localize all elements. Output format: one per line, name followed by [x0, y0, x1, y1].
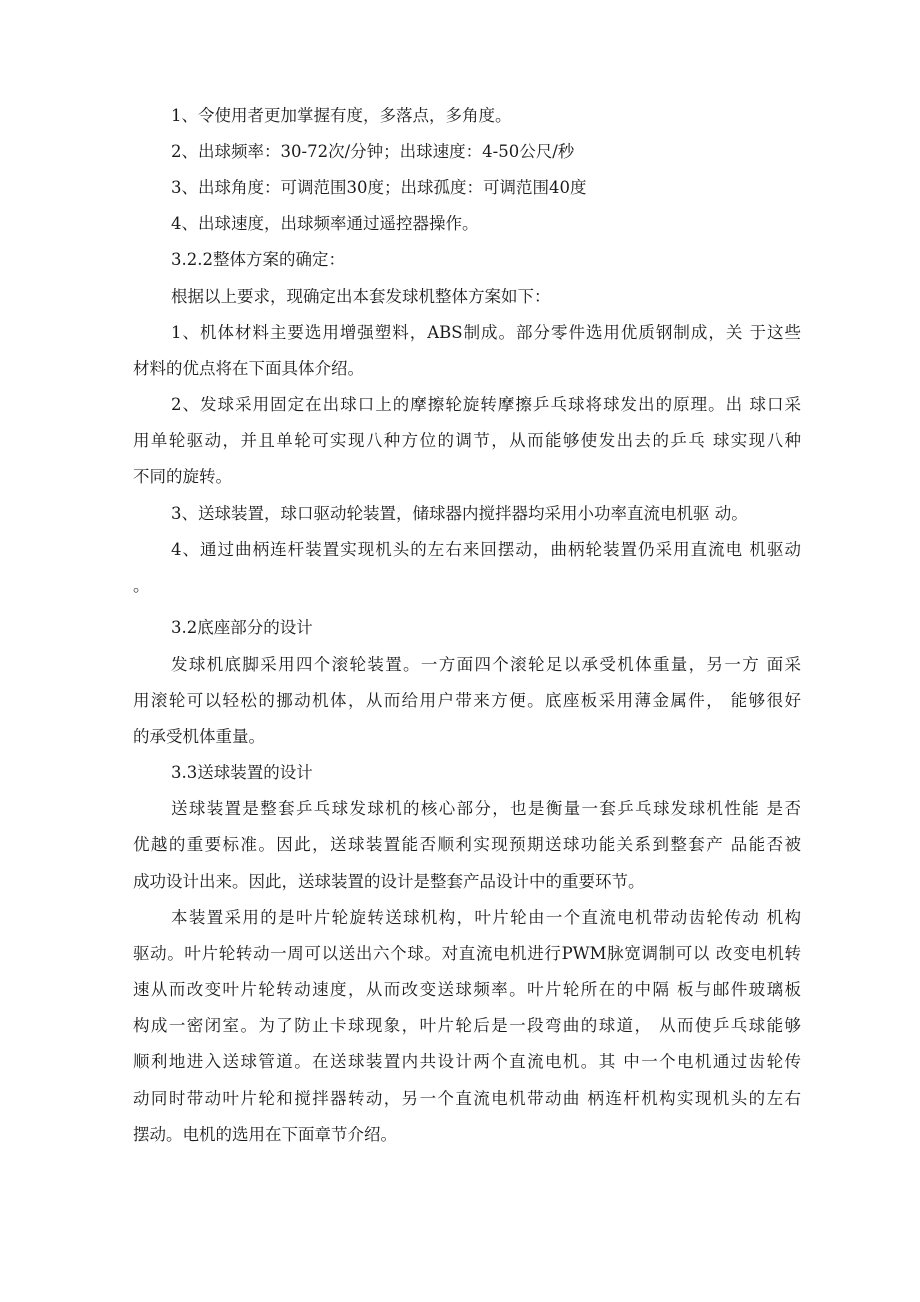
text-line: 1、机体材料主要选用增强塑料，ABS制成。部分零件选用优质钢制成，关 于这些	[171, 323, 801, 342]
text-line: 4、出球速度，出球频率通过遥控器操作。	[171, 214, 479, 233]
text-line: 优越的重要标准。因此，送球装置能否顺利实现预期送球功能关系到整套产 品能否被	[133, 835, 801, 854]
text-line: 不同的旋转。	[133, 467, 232, 486]
text-line: 驱动。叶片轮转动一周可以送出六个球。对直流电机进行PWM脉宽调制可以 改变电机转	[133, 944, 801, 963]
text-line: 摆动。电机的选用在下面章节介绍。	[133, 1125, 397, 1144]
text-line: 3、出球角度：可调范围30度；出球孤度：可调范围40度	[171, 178, 587, 197]
text-line: 1、令使用者更加掌握有度，多落点，多角度。	[171, 106, 512, 125]
text-line: 速从而改变叶片轮转动速度，从而改变送球频率。叶片轮所在的中隔 板与邮件玻璃板	[133, 980, 801, 999]
section-heading: 3.2底座部分的设计	[171, 618, 313, 637]
text-line: 本装置采用的是叶片轮旋转送球机构，叶片轮由一个直流电机带动齿轮传动 机构	[171, 908, 801, 927]
text-line: 成功设计出来。因此，送球装置的设计是整套产品设计中的重要环节。	[133, 872, 645, 891]
section-heading: 3.2.2整体方案的确定：	[171, 250, 345, 269]
text-line: 动同时带动叶片轮和搅拌器转动，另一个直流电机带动曲 柄连杆机构实现机头的左右	[133, 1089, 801, 1108]
text-line: 2、发球采用固定在出球口上的摩擦轮旋转摩擦乒乓球将球发出的原理。出 球口采	[171, 395, 801, 414]
text-line: 根据以上要求，现确定出本套发球机整体方案如下：	[171, 287, 551, 306]
text-line: 的承受机体重量。	[133, 727, 265, 746]
text-line: 发球机底脚采用四个滚轮装置。一方面四个滚轮足以承受机体重量，另一方 面采	[171, 655, 801, 674]
text-line: 用单轮驱动，并且单轮可实现八种方位的调节，从而能够使发出去的乒乓 球实现八种	[133, 431, 801, 450]
text-line: 材料的优点将在下面具体介绍。	[133, 359, 364, 378]
text-line: 顺利地进入送球管道。在送球装置内共设计两个直流电机。其 中一个电机通过齿轮传	[133, 1052, 801, 1071]
text-line: 2、出球频率：30-72次/分钟；出球速度：4-50公尺/秒	[171, 142, 575, 161]
section-heading: 3.3送球装置的设计	[171, 763, 313, 782]
text-line: 3、送球装置，球口驱动轮装置，储球器内搅拌器均采用小功率直流电机驱 动。	[171, 504, 748, 523]
text-line: 送球装置是整套乒乓球发球机的核心部分，也是衡量一套乒乓球发球机性能 是否	[171, 799, 801, 818]
text-line: 。	[133, 576, 150, 595]
text-line: 4、通过曲柄连杆装置实现机头的左右来回摆动，曲柄轮装置仍采用直流电 机驱动	[171, 540, 801, 559]
text-line: 构成一密闭室。为了防止卡球现象，叶片轮后是一段弯曲的球道， 从而使乒乓球能够	[133, 1016, 801, 1035]
text-line: 用滚轮可以轻松的挪动机体，从而给用户带来方便。底座板采用薄金属件， 能够很好	[133, 691, 801, 710]
